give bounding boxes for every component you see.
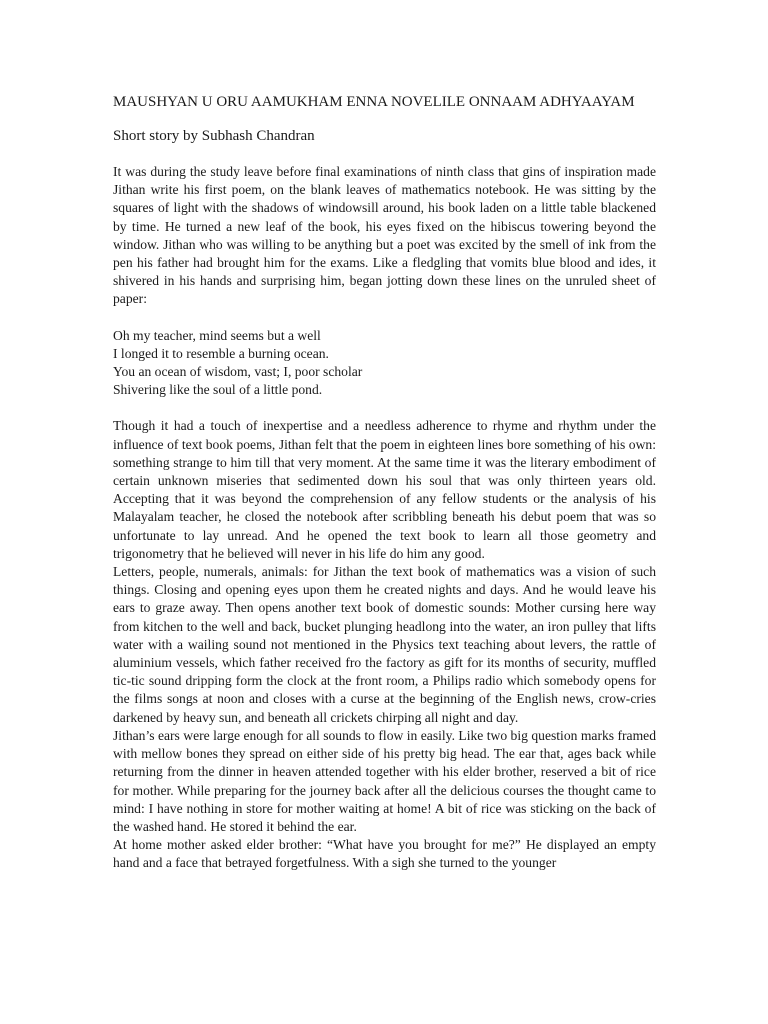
byline: Short story by Subhash Chandran — [113, 128, 315, 144]
poem-line-2: I longed it to resemble a burning ocean. — [113, 345, 329, 361]
poem-line-4: Shivering like the soul of a little pond. — [113, 382, 323, 398]
poem-line-1: Oh my teacher, mind seems but a well — [113, 327, 321, 343]
paragraph-5: At home mother asked elder brother: “What have you brought for me?” He displayed an empty hand and a face that betrayed forgetfulness. With a sigh she turned to the younger — [113, 837, 656, 871]
document-title: MAUSHYAN U ORU AAMUKHAM ENNA NOVELILE ONNAAM ADHYAAYAM — [113, 94, 635, 110]
paragraph-4: Jithan’s ears were large enough for all sounds to flow in easily. Like two big question marks framed with mellow bones they spread on either side of his pretty big head. The ear that, ages back while returning from the dinner in heaven attended together with his elder brother, reserved a bit of rice for mother. While preparing for the journey back after all the delicious courses the thought came to mind: I have nothing in store for mother waiting at home! A bit of rice was sticking on the back of the washed hand. He stored it behind the ear. — [113, 727, 656, 834]
paragraph-3: Letters, people, numerals, animals: for Jithan the text book of mathematics was a vision of such things. Closing and opening eyes upon them he created nights and days. And he would leave his ears to graze away. Then opens another text book of domestic sounds: Mother cursing here way from kitchen to the well and back, bucket plunging headlong into the water, an iron pulley that lifts water with a wailing sound not mentioned in the Physics text teaching about levers, the rattle of aluminium vessels, which father received fro the factory as gift for its months of security, muffled tic-tic sound dripping form the clock at the front room, a Philips radio which somebody opens for the films songs at noon and closes with a curse at the beginning of the English news, crow-cries darkened by heavy sun, and beneath all crickets chirping all night and day. — [113, 564, 656, 725]
poem — [113, 327, 656, 400]
paragraph-2: Though it had a touch of inexpertise and a needless adherence to rhyme and rhythm under the influence of text book poems, Jithan felt that the poem in eighteen lines bore something of his own: something strange to him till that very moment. At the same time it was the literary embodiment of certain unknown miseries that sedimented down his soul that was only thirteen years old. Accepting that it was beyond the comprehension of any fellow students or the analysis of his Malayalam teacher, he closed the notebook after scribbling beneath his debut poem that was so unfortunate to lay unread. And he opened the text book to learn all those geometry and trigonometry that he believed will never in his life do him any good. — [113, 418, 656, 561]
paragraph-1: It was during the study leave before final examinations of ninth class that gins of inspiration made Jithan write his first poem, on the blank leaves of mathematics notebook. He was sitting by the squares of light with the shadows of windowsill around, his book laden on a little table blackened by time. He turned a new leaf of the book, his eyes fixed on the hibiscus towering beyond the window. Jithan who was willing to be anything but a poet was excited by the smell of ink from the pen his father had brought him for the exams. Like a fledgling that vomits blue blood and ides, it shivered in his hands and surprising him, began jotting down these lines on the unruled sheet of paper: — [113, 164, 656, 307]
poem-line-3: You an ocean of wisdom, vast; I, poor scholar — [113, 364, 363, 380]
